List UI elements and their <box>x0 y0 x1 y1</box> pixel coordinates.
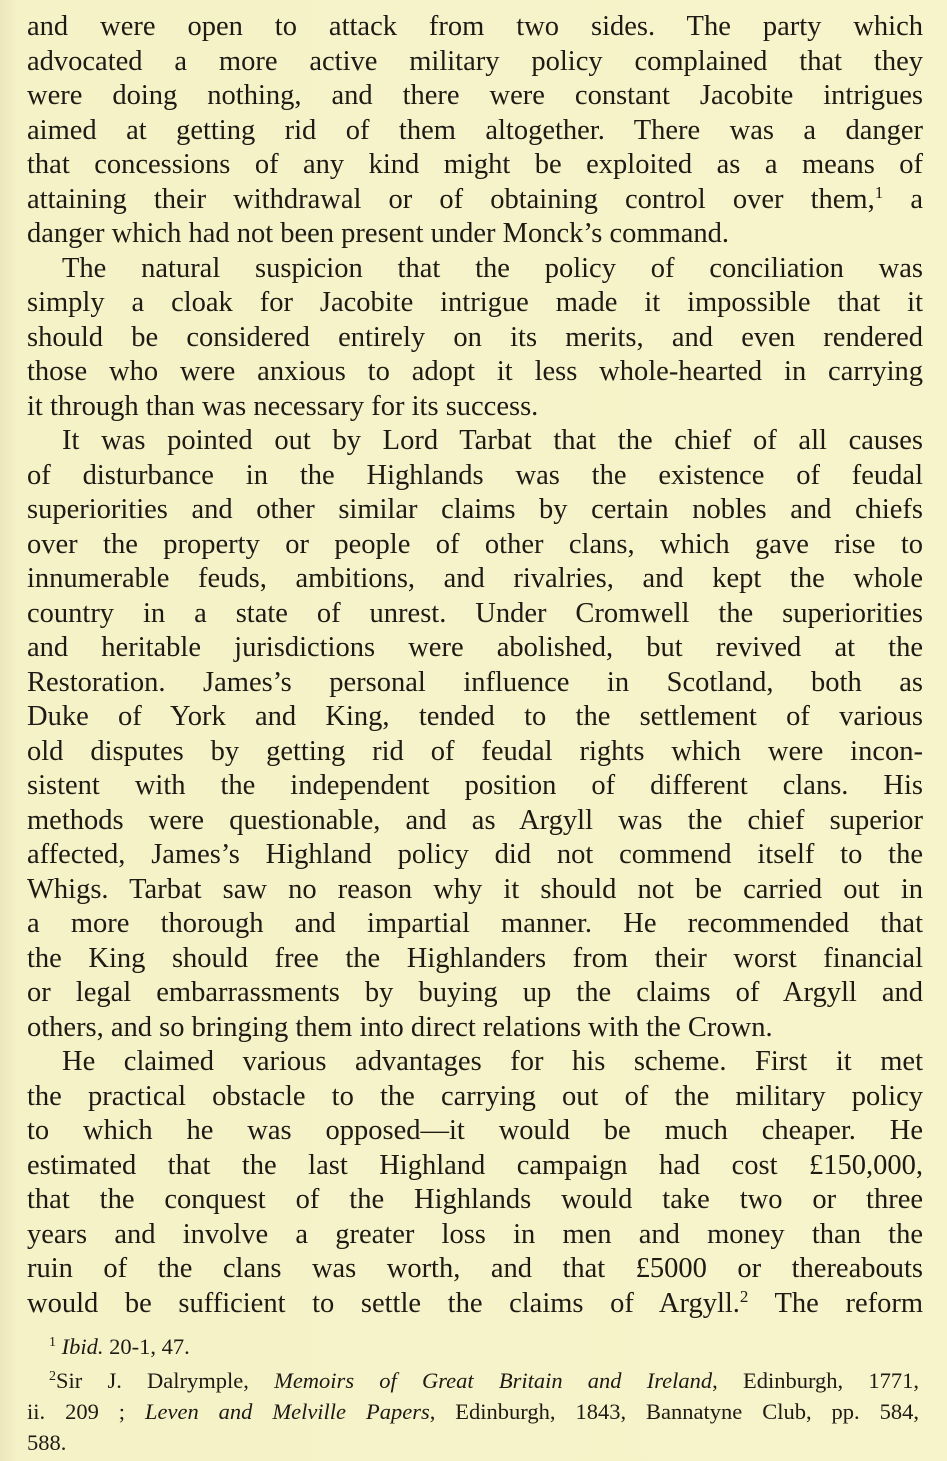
footnote-line <box>27 1396 919 1427</box>
text-line <box>27 838 923 873</box>
text-segment: the King should free the Highlanders from their worst financial <box>27 942 923 974</box>
text-segment: over the property or people of other clans, which gave rise to <box>27 528 923 560</box>
text-segment: country in a state of unrest. Under Cromwell the superiorities <box>27 597 923 629</box>
text-line <box>27 1149 923 1184</box>
text-segment: those who were anxious to adopt it less whole-hearted in carrying <box>27 356 923 387</box>
text-line <box>27 148 923 183</box>
footnote <box>27 1331 919 1362</box>
text-segment: , Edinburgh, 1843, Bannatyne Club, pp. 584, <box>429 1399 919 1424</box>
text-line <box>27 424 923 459</box>
text-segment: Sir J. Dalrymple, <box>56 1368 275 1393</box>
text-segment: ruin of the clans was worth, and that £5000 or thereabouts <box>27 1253 923 1284</box>
text-segment: , Edinburgh, 1771, <box>712 1368 919 1393</box>
text-segment: a more thorough and impartial manner. He recommended that <box>27 908 923 939</box>
text-segment: simply a cloak for Jacobite intrigue made it impossible that it <box>27 287 923 318</box>
text-segment: The natural suspicion that the policy of conciliation was <box>62 252 923 284</box>
text-segment: innumerable feuds, ambitions, and rivalries, and kept the whole <box>27 563 923 594</box>
text-line <box>27 1080 923 1115</box>
text-line <box>27 252 923 287</box>
text-segment: attaining their withdrawal or of obtaining control over them, <box>27 183 875 215</box>
text-line <box>27 217 923 252</box>
text-segment: 20-1, 47. <box>103 1334 190 1359</box>
text-segment: It was pointed out by Lord Tarbat that the chief of all causes <box>62 425 923 456</box>
text-line <box>27 114 923 149</box>
body-text <box>27 10 923 1321</box>
text-line <box>27 976 923 1011</box>
text-segment: it through than was necessary for its success. <box>27 390 539 422</box>
text-segment: to which he was opposed—it would be much cheaper. He <box>27 1115 923 1146</box>
text-line <box>27 769 923 804</box>
footnote-reference: 1 <box>49 1335 56 1350</box>
text-line <box>27 1218 923 1253</box>
text-line <box>27 1252 923 1287</box>
text-line <box>27 666 923 701</box>
text-segment: a <box>883 183 923 215</box>
text-line <box>27 907 923 942</box>
text-segment: 588. <box>27 1430 67 1455</box>
footnote-line <box>27 1427 919 1458</box>
text-segment: others, and so bringing them into direct relations with the Crown. <box>27 1011 773 1043</box>
text-segment: The reform <box>748 1287 923 1319</box>
text-segment: should be considered entirely on its merits, and even rendered <box>27 321 923 353</box>
text-line <box>27 597 923 632</box>
footnote-line <box>27 1331 919 1362</box>
text-segment: aimed at getting rid of them altogether. There was a danger <box>27 114 923 146</box>
paragraph <box>27 424 923 1045</box>
text-line <box>27 562 923 597</box>
text-line <box>27 493 923 528</box>
italic-text: Memoirs of Great Britain and Ireland <box>274 1368 713 1393</box>
text-segment: old disputes by getting rid of feudal rights which were incon- <box>27 735 923 767</box>
footnote-reference: 1 <box>874 182 884 202</box>
text-line <box>27 942 923 977</box>
text-segment: Restoration. James’s personal influence in Scotland, both as <box>27 666 923 698</box>
text-segment: Duke of York and King, tended to the settlement of various <box>27 701 923 732</box>
paragraph <box>27 10 923 252</box>
text-segment: superiorities and other similar claims by certain nobles and chiefs <box>27 494 923 525</box>
text-line <box>27 1045 923 1080</box>
text-segment: He claimed various advantages for his scheme. First it met <box>62 1046 923 1077</box>
text-segment: and heritable jurisdictions were abolished, but revived at the <box>27 632 923 663</box>
text-line <box>27 45 923 80</box>
footnote <box>27 1365 919 1458</box>
text-line <box>27 183 923 218</box>
text-line <box>27 700 923 735</box>
text-line <box>27 321 923 356</box>
text-line <box>27 459 923 494</box>
text-segment: advocated a more active military policy complained that they <box>27 45 923 77</box>
text-segment: and were open to attack from two sides. The party which <box>27 11 923 42</box>
text-line <box>27 390 923 425</box>
text-segment: methods were questionable, and as Argyll was the chief superior <box>27 804 923 836</box>
footnote-line <box>27 1365 919 1396</box>
footnote-reference: 2 <box>739 1286 749 1306</box>
text-line <box>27 873 923 908</box>
text-segment: sistent with the independent position of different clans. His <box>27 770 923 801</box>
text-segment: were doing nothing, and there were constant Jacobite intrigues <box>27 80 923 111</box>
text-segment: that concessions of any kind might be exploited as a means of <box>27 149 923 180</box>
text-segment: or legal embarrassments by buying up the claims of Argyll and <box>27 977 923 1008</box>
footnote-reference: 2 <box>49 1369 56 1384</box>
text-line <box>27 1287 923 1322</box>
italic-text: Ibid. <box>61 1334 104 1359</box>
text-segment: years and involve a greater loss in men and money than the <box>27 1218 923 1250</box>
text-line <box>27 286 923 321</box>
paragraph <box>27 252 923 425</box>
text-segment: ii. 209 ; <box>27 1399 145 1424</box>
text-line <box>27 735 923 770</box>
text-segment: the practical obstacle to the carrying out of the military policy <box>27 1080 923 1112</box>
italic-text: Leven and Melville Papers <box>144 1399 430 1424</box>
text-line <box>27 804 923 839</box>
text-segment: estimated that the last Highland campaign had cost £150,000, <box>27 1149 923 1181</box>
text-line <box>27 631 923 666</box>
text-line <box>27 1183 923 1218</box>
text-segment: would be sufficient to settle the claims of Argyll. <box>27 1287 740 1319</box>
text-line <box>27 10 923 45</box>
text-segment: that the conquest of the Highlands would take two or three <box>27 1184 923 1215</box>
text-segment: Whigs. Tarbat saw no reason why it should not be carried out in <box>27 873 923 905</box>
paragraph <box>27 1045 923 1321</box>
footnotes <box>27 1331 919 1458</box>
text-segment: danger which had not been present under Monck’s command. <box>27 218 730 249</box>
text-line <box>27 1114 923 1149</box>
text-line <box>27 1011 923 1046</box>
text-segment: of disturbance in the Highlands was the existence of feudal <box>27 459 923 491</box>
text-line <box>27 355 923 390</box>
text-line <box>27 79 923 114</box>
text-line <box>27 528 923 563</box>
text-segment: affected, James’s Highland policy did not commend itself to the <box>27 839 923 870</box>
